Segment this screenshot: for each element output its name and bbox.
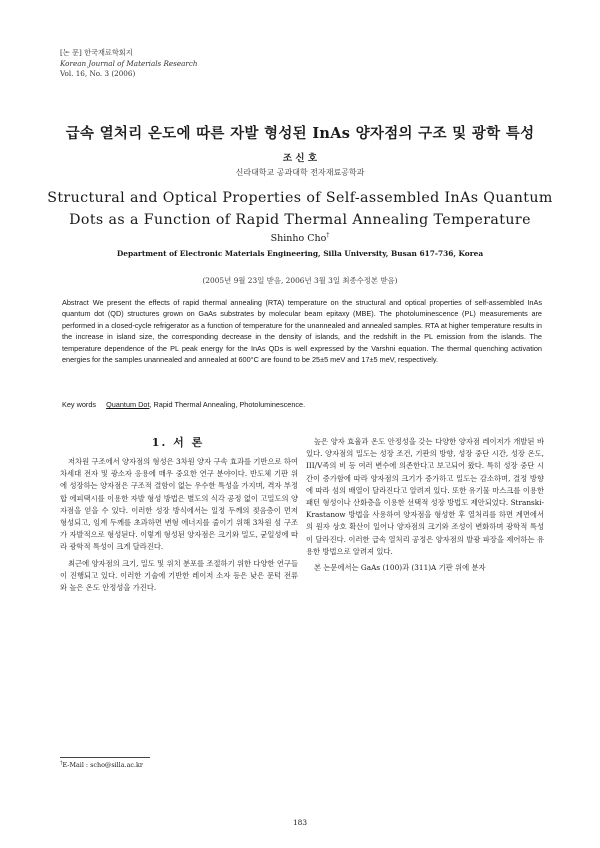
author-english: [0, 232, 600, 244]
left-column: [60, 456, 298, 746]
title-korean: 급속 열처리 온도에 따른 자발 형성된 InAs 양자점의 구조 및 광학 특성: [65, 125, 535, 142]
keywords: [62, 400, 542, 409]
footnote-email: E-Mail : scho@silla.ac.kr: [62, 761, 143, 770]
author-english-name: Shinho Cho: [270, 233, 327, 245]
journal-name-ko: [논 문] 한국재료학회지: [60, 48, 133, 57]
affiliation-english: Department of Electronic Materials Engineering, Silla University, Busan 617-736, Korea: [116, 249, 484, 258]
abstract-label: Abstract: [62, 298, 89, 307]
title-english: Structural and Optical Properties of Self-assembled InAs Quantum Dots as a Function of Rapid Thermal Annealing Temperature: [47, 190, 553, 228]
author-korean: 조 신 호: [282, 153, 318, 164]
right-column: [306, 436, 544, 824]
right-paragraph-2: 본 논문에서는 GaAs (100)과 (311)A 기판 위에 분자: [314, 563, 486, 573]
footnote-divider: [60, 757, 150, 758]
keywords-rest: , Rapid Thermal Annealing, Photoluminescence.: [149, 400, 306, 409]
keyword-first: Quantum Dot: [106, 400, 150, 409]
left-paragraph-2: 최근에 양자점의 크기, 밀도 및 위치 분포를 조절하기 위한 다양한 연구들이 진행되고 있다. 이러한 기술에 기반한 레이저 소자 등은 낮은 문턱 전류와 높은 온도 안정성을 가진다.: [60, 558, 298, 593]
affiliation-korean: 신라대학교 공과대학 전자재료공학과: [235, 168, 365, 177]
page-number: 183: [292, 818, 308, 827]
abstract: [62, 297, 542, 365]
keywords-label: Key words: [62, 400, 97, 409]
journal-name-en: Korean Journal of Materials Research: [60, 58, 198, 68]
journal-volume: Vol. 16, No. 3 (2006): [60, 69, 136, 78]
footnote: [60, 760, 143, 769]
abstract-text: We present the effects of rapid thermal annealing (RTA) temperature on the structural and optical properties of self-assembled InAs quantum dot (QD) structures grown on GaAs substrates by molecular beam epitaxy (MBE). The photoluminescence (PL) measurements are performed in a closed-cycle refrigerator as a function of temperature for the unannealed and annealed samples. RTA at higher temperature results in the increase in island size, the corresponding decrease in the density of islands, and the redshift in the PL emission from the islands. The temperature dependence of the PL peak energy for the InAs QDs is well expressed by the Varshni equation. The thermal quenching activation energies for the samples unannealed and annealed at 600°C are found to be 25±5 meV and 17±5 meV, respectively.: [62, 298, 542, 365]
section-heading-introduction: 1. 서 론: [151, 436, 205, 449]
corresponding-mark: †: [326, 232, 330, 239]
left-paragraph-1: 저차원 구조에서 양자점의 형성은 3차원 양자 구속 효과를 기반으로 하여 차세대 전자 및 광소자 응용에 매우 중요한 연구 분야이다. 반도체 기판 위에 성장하는 양자점은 구조적 결함이 없는 우수한 특성을 가지며, 격자 부정합 에피택시를 이용한 자발 형성 방법은 별도의 식각 공정 없이 고밀도의 양자점을 얻을 수 있다. 이러한 성장 방식에서는 일정 두께의 젖음층이 먼저 형성되고, 임계 두께를 초과하면 변형 에너지를 줄이기 위해 3차원 섬 구조가 자발적으로 형성된다. 이렇게 형성된 양자점은 크기와 밀도, 균일성에 따라 광학적 특성이 크게 달라진다.: [60, 457, 298, 552]
journal-header: [60, 48, 198, 80]
received-dates: (2005년 9월 23일 받음, 2006년 3월 3일 최종수정본 받음): [202, 276, 398, 285]
footnote-mark: †: [60, 760, 63, 766]
right-paragraph-1: 높은 양자 효율과 온도 안정성을 갖는 다양한 양자점 레이저가 개발된 바 있다. 양자점의 밀도는 성장 조건, 기판의 방향, 성장 중단 시간, 성장 온도, III/V족의 비 등 여러 변수에 의존한다고 보고되어 왔다. 특히 성장 중단 시간이 증가함에 따라 양자점의 크기가 증가하고 밀도는 감소하며, 결정 방향에 따라 섬의 배열이 달라진다고 알려져 있다. 또한 유기물 마스크를 이용한 패턴 형성이나 산화층을 이용한 선택적 성장 방법도 제안되었다. Stranski-Krastanow 방법을 사용하여 양자점을 형성한 후 열처리를 하면 계면에서의 원자 상호 확산이 일어나 양자점의 크기와 조성이 변화하며 광학적 특성이 달라진다. 이러한 급속 열처리 공정은 양자점의 발광 파장을 제어하는 유용한 방법으로 알려져 있다.: [306, 437, 544, 556]
